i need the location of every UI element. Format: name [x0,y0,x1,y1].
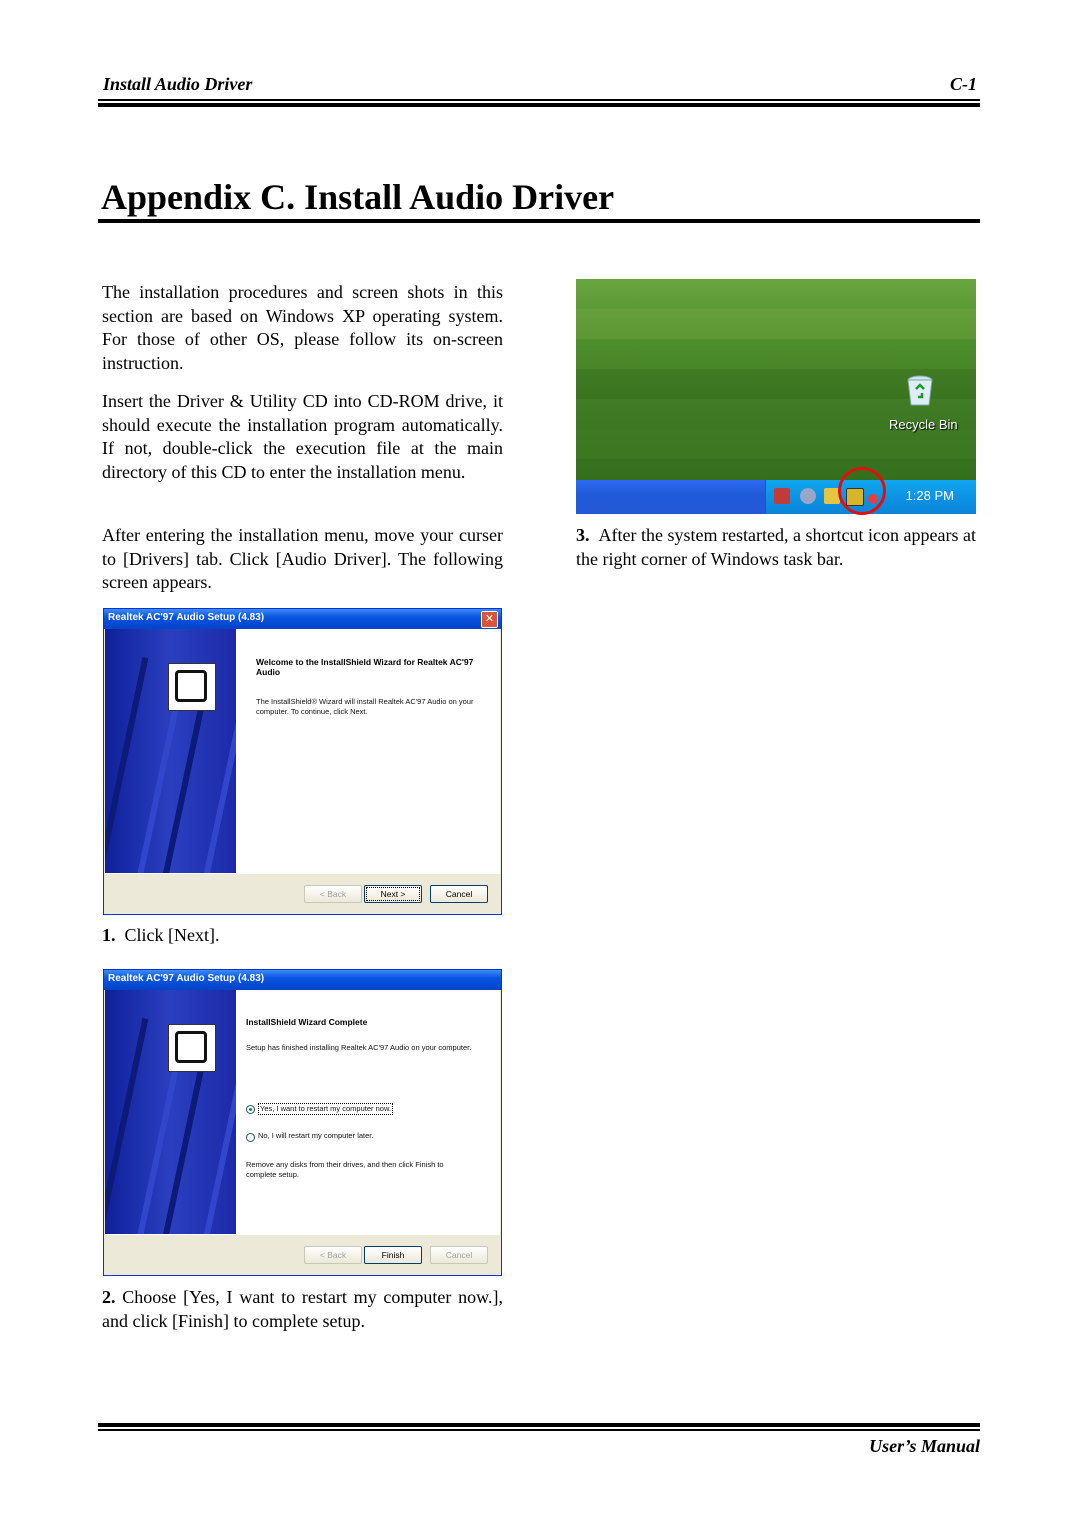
step-2-number: 2. [102,1287,116,1307]
option-restart-later: No, I will restart my computer later. [258,1131,374,1140]
close-icon: ✕ [481,611,498,628]
page-number: C-1 [950,74,977,94]
intro-paragraph: The installation procedures and screen shots in this section are based on Windows XP operating system. For those of other OS, please follow its on-screen instruction. [102,282,503,373]
taskbar-clock: 1:28 PM [905,488,954,503]
running-header-title: Install Audio Driver [103,74,253,94]
dialog-footer [105,1234,500,1275]
step-2-text: Choose [Yes, I want to restart my computer now.], and click [Finish] to complete setup. [102,1287,504,1331]
step-1-number: 1. [102,925,116,945]
step-1-text: Click [Next]. [124,925,220,945]
footer-label: User’s Manual [869,1436,980,1456]
header-rule [98,99,980,101]
cancel-button: Cancel [430,1246,488,1264]
dialog-heading: InstallShield Wizard Complete [246,1017,368,1027]
welcome-dialog-screenshot [103,608,502,915]
dialog-body: The InstallShield® Wizard will install Realtek AC'97 Audio on your computer. To continue, click Next. [256,697,474,716]
step-1 [102,924,503,948]
footer-rule-thick [98,1423,980,1427]
installer-icon [168,1024,216,1072]
recycle-bin-label: Recycle Bin [889,417,958,432]
dialog-footer [105,873,500,914]
cancel-button: Cancel [430,885,488,903]
install-menu-paragraph: After entering the installation menu, move your curser to [Drivers] tab. Click [Audio Driver]. The following screen appears. [102,525,503,592]
wizard-side-panel [105,629,236,874]
dialog-titlebar [104,970,501,990]
page-title: Appendix C. Install Audio Driver [101,177,615,217]
volume-icon [800,488,816,504]
wizard-side-panel [105,990,236,1235]
highlight-circle [838,467,886,515]
back-button: < Back [304,885,362,903]
desktop-screenshot [576,279,976,514]
dialog-heading: Welcome to the InstallShield Wizard for Realtek AC'97 Audio [256,657,474,677]
dialog-title: Realtek AC'97 Audio Setup (4.83) [108,973,265,984]
header-rule-thick [98,103,980,107]
step-3-text: After the system restarted, a shortcut icon appears at the right corner of Windows task bar. [576,525,977,569]
finish-button: Finish [364,1246,422,1264]
dialog-content [236,629,500,874]
option-restart-now: Yes, I want to restart my computer now. [260,1104,392,1113]
recycle-bin-icon [906,375,934,407]
network-icon [774,488,790,504]
complete-dialog-screenshot [103,969,502,1276]
dialog-note: Remove any disks from their drives, and then click Finish to complete setup. [246,1160,444,1179]
insert-cd-paragraph: Insert the Driver & Utility CD into CD-ROM drive, it should execute the installation program automatically. If not, double-click the execution file at the main directory of this CD to enter the installation menu. [102,391,503,482]
next-button: Next > [364,885,422,903]
step-3 [576,524,976,571]
title-underline [98,219,980,223]
dialog-title: Realtek AC'97 Audio Setup (4.83) [108,612,265,623]
taskbar [576,480,976,514]
installer-icon [168,663,216,711]
step-2 [102,1286,503,1333]
radio-restart-later [246,1133,255,1142]
step-3-number: 3. [576,525,590,545]
footer-rule [98,1429,980,1431]
back-button: < Back [304,1246,362,1264]
dialog-titlebar [104,609,501,629]
radio-restart-now [246,1105,255,1114]
dialog-body: Setup has finished installing Realtek AC'97 Audio on your computer. [246,1043,472,1052]
dialog-content [236,990,500,1235]
